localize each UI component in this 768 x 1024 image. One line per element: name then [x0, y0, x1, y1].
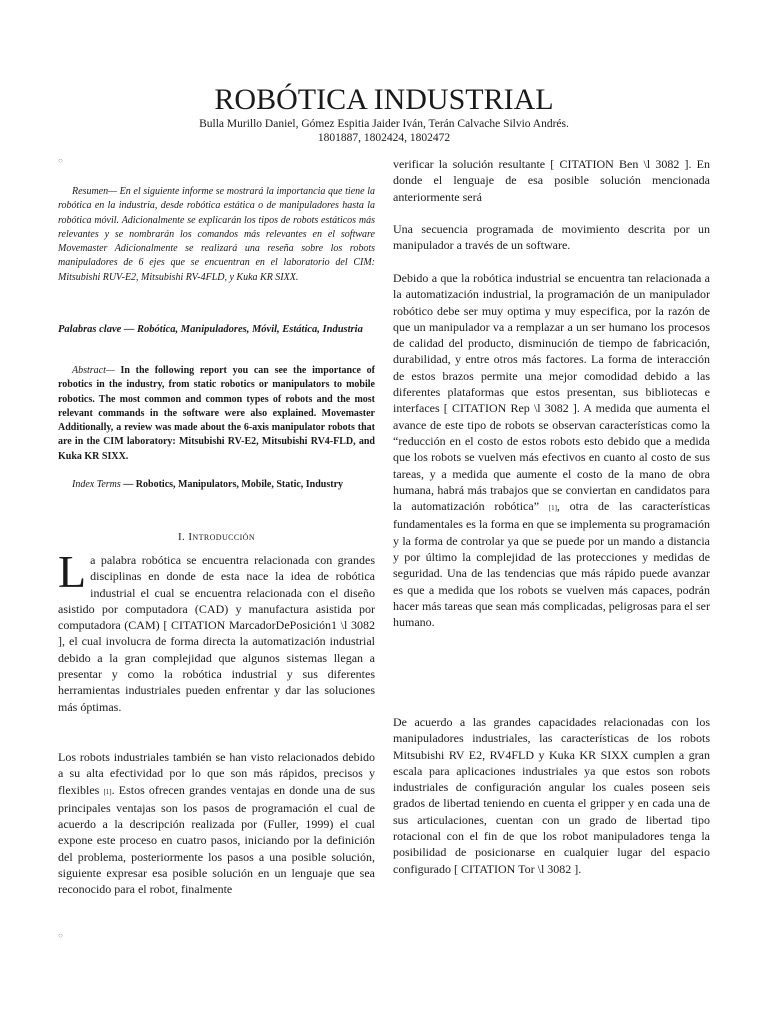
index-terms-label: Index Terms: [72, 479, 121, 490]
intro-paragraph: [58, 546, 375, 715]
right-paragraph-2: Una secuencia programada de movimiento descrita por un manipulador a través de un software.: [393, 222, 710, 253]
intro-text: a palabra robótica se encuentra relacionada con grandes disciplinas en donde de esta nace la idea de robótica industrial el cual se encuentra relacionada con el diseño asistido por computadora (CAD) y manufactura asistida por computadora (CAM) [ CITATION MarcadorDePosición1 \l 3082 ], el cual involucra de forma directa la automatización industrial debido a la gran complejidad que algunos sistemas llegan a presentar y como la robótica industrial y sus diferentes herramientas industriales pueden enfrentar y dar las soluciones más óptimas.: [58, 553, 375, 714]
right-paragraph-1: verificar la solución resultante [ CITATION Ben \l 3082 ]. En donde el lenguaje de esa posible solución mencionada anteriormente será: [393, 157, 710, 204]
abstract-text: In the following report you can see the importance of robotics in the industry, from static robotics or manipulators to mobile robotics. The most common and common types of robots and the most relevant commands in the software were also explained. Movemaster Additionally, a review was made about the 6-axis manipulator robots that are in the CIM laboratory: Mitsubishi RV-E2, Mitsubishi RV4-FLD, and Kuka KR SIXX.: [58, 365, 375, 462]
resumen-block: [58, 185, 375, 285]
author-names: Bulla Murillo Daniel, Gómez Espitia Jaider Iván, Terán Calvache Silvio Andrés.: [199, 118, 569, 130]
index-terms-block: [58, 478, 375, 492]
author-ids: 1801887, 1802424, 1802472: [317, 132, 451, 144]
right-paragraph-3: [393, 270, 710, 631]
paragraph-marker: ○: [58, 156, 63, 165]
abstract-block: [58, 364, 375, 464]
right-p3-after: , otra de las características fundamentales es la forma en que se implementa su programación y la forma de controlar ya que se puede por un mando a distancia y por último la complejidad de las protecciones y medidas de seguridad. Una de las tendencias que más rápido puede avanzar es que a medida que los robots se vuelven más capaces, podrán hacer más tareas que sean más complicadas, peligrosas para el ser humano.: [393, 499, 711, 630]
right-paragraph-4: De acuerdo a las grandes capacidades relacionadas con los manipuladores industriales, las características de los robots Mitsubishi RV E2, RV4FLD y Kuka KR SIXX cumplen a gran escala para aplicaciones industriales ya que estos son robots industriales de configuración angular los cuales poseen seis grados de libertad teniendo en cuenta el gripper y en cada una de sus articulaciones, cuentan con un grado de libertad tipo rotacional con el fin de que los robot manipuladores tenga la posibilidad de posicionarse en cualquier lugar del espacio configurado [ CITATION Tor \l 3082 ].: [393, 715, 710, 876]
resumen-label: Resumen—: [72, 186, 117, 197]
right-p3-before: Debido a que la robótica industrial se encuentra tan relacionada a la automatización industrial, la programación de un manipulador robótico debe ser muy optima y muy especifica, por la razón de que un manipulador va a remplazar a un ser humano los procesos de calidad del producto, disminución de tiempo de fabricación, durabilidad, y entre otros más factores. La forma de interacción de estos brazos permite una mejor comodidad debido a las diferentes plataformas que estos presentan, sus bibliotecas e interfaces [ CITATION Rep \l 3082 ]. A medida que aumenta el avance de este tipo de robots se observan características como la “reducción en el costo de estos robots esto debido que a medida que los robots se vuelven más efectivos en cuanto al costo de sus tareas, y a medida que aumente el costo de la mano de obra humana, habrá más trabajos que se conviertan en candidatos para la automatización robótica”: [393, 271, 710, 514]
resumen-text: En el siguiente informe se mostrará la importancia que tiene la robótica en la industria, desde robótica estática o de manipuladores hasta la robótica móvil. Adicionalmente se explicarán los tipos de robots estáticos más relevantes y se nombrarán los comandos más relevantes en el software Movemaster Adicionalmente se realizará una reseña sobre los robots manipuladores de 6 ejes que se encuentran en el laboratorio del CIM: Mitsubishi RUV-E2, Mitsubishi RV-4FLD, y Kuka KR SIXX.: [58, 186, 375, 283]
citation-ref: [1]: [103, 787, 112, 796]
drop-cap: L: [58, 546, 87, 597]
keywords: Palabras clave — Robótica, Manipuladores, Móvil, Estática, Industria: [58, 324, 363, 335]
paper-title: ROBÓTICA INDUSTRIAL: [214, 83, 554, 116]
robots-paragraph: [58, 749, 375, 898]
robots-text-before: Los robots industriales también se han visto relacionados debido a su alta efectividad por lo que son más rápidos, precisos y flexibles: [58, 750, 375, 797]
citation-ref: [1]: [548, 504, 557, 513]
paragraph-marker: ○: [58, 931, 63, 940]
abstract-label: Abstract—: [72, 365, 115, 376]
index-terms-text: — Robotics, Manipulators, Mobile, Static, Industry: [120, 479, 344, 490]
section-heading: I. Introducción: [177, 531, 256, 543]
robots-text-after: . Estos ofrecen grandes ventajas en donde una de sus principales ventajas son los pasos de programación el cual de acuerdo a la descripción realizada por (Fuller, 1999) el cual expone este proceso en cuatro pasos, iniciando por la definición del problema, posteriormente los pasos a una posible solución, siguiente expresar esa posible solución en un lenguaje que sea reconocido para el robot, finalmente: [58, 782, 375, 897]
